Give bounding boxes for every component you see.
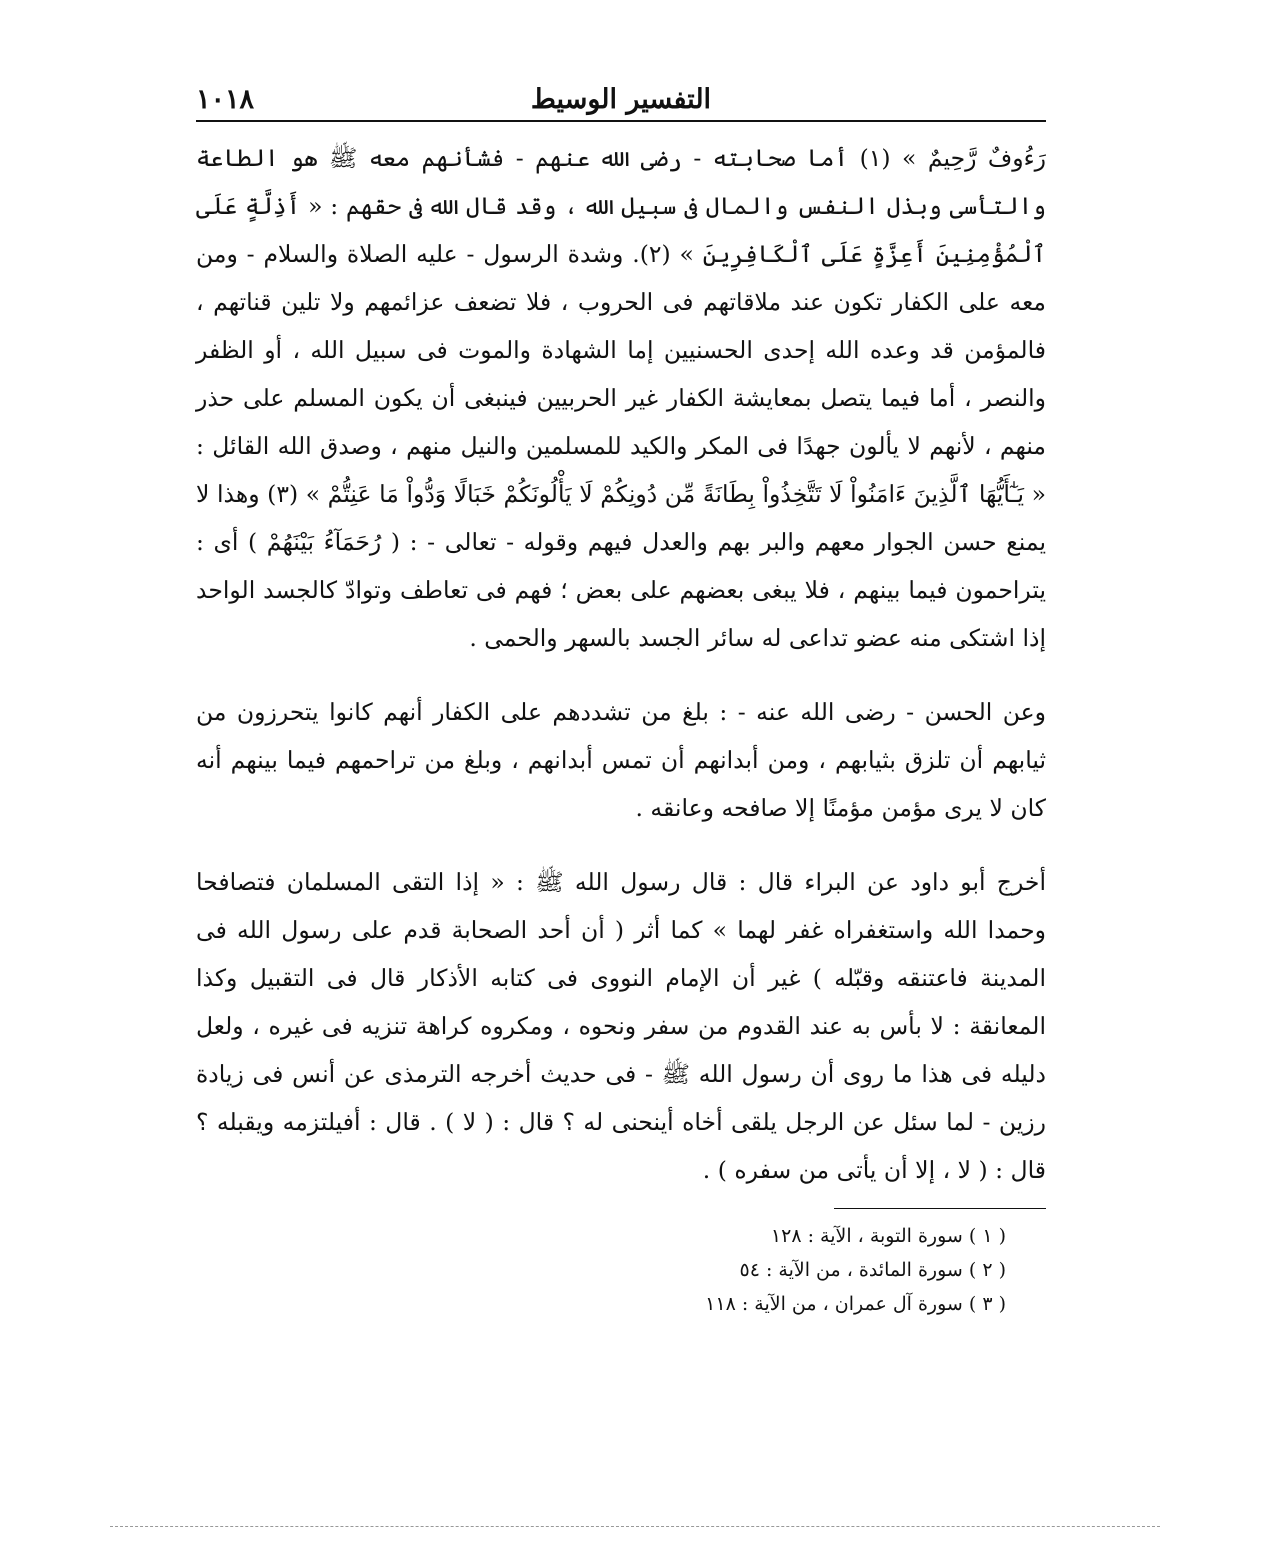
- paragraph-2: وعن الحسن - رضى الله عنه - : بلغ من تشددهم على الكفار أنهم كانوا يتحرزون من ثيابهم أن تلزق بثيابهم ، ومن أبدانهم أن تمس أبدانهم ، وبلغ من تراحمهم فيما بينهم أنه كان لا يرى مؤمن مؤمنًا إلا صافحه وعانقه .: [196, 698, 1046, 822]
- footnote-1: ( ١ ) سورة التوبة ، الآية : ١٢٨: [770, 1225, 1006, 1247]
- page-header: [196, 78, 1046, 120]
- running-title: التفسير الوسيط: [530, 84, 712, 115]
- body-text: [196, 134, 1046, 1194]
- paragraph-1: رَءُوفٌ رَّحِيمٌ » (١) أما صحابته - رضى الله عنهم - فشأنهم معه ﷺ هو الطاعة والتأسى وبذل النفس والمال فى سبيل الله ، وقد قال الله فى حقهم : « أَذِلَّةٍ عَلَى ٱلْمُؤْمِنِينَ أَعِزَّةٍ عَلَى ٱلْكَافِرِينَ » (٢). وشدة الرسول - عليه الصلاة والسلام - ومن معه على الكفار تكون عند ملاقاتهم فى الحروب ، فلا تضعف عزائمهم ولا تلين قناتهم ، فالمؤمن قد وعده الله إحدى الحسنيين إما الشهادة والموت فى سبيل الله ، أو الظفر والنصر ، أما فيما يتصل بمعايشة الكفار غير الحربيين فينبغى أن يكون المسلم على حذر منهم ، لأنهم لا يألون جهدًا فى المكر والكيد للمسلمين والنيل منهم ، وصدق الله القائل : « يَـٰٓأَيُّهَا ٱلَّذِينَ ءَامَنُواْ لَا تَتَّخِذُواْ بِطَانَةً مِّن دُونِكُمْ لَا يَأْلُونَكُمْ خَبَالًا وَدُّواْ مَا عَنِتُّمْ » (٣) وهذا لا يمنع حسن الجوار معهم والبر بهم والعدل فيهم وقوله - تعالى - : ( رُحَمَآءُ بَيْنَهُمْ ) أى : يتراحمون فيما بينهم ، فلا يبغى بعضهم على بعض ؛ فهم فى تعاطف وتوادّ كالجسد الواحد إذا اشتكى منه عضو تداعى له سائر الجسد بالسهر والحمى .: [196, 144, 1046, 652]
- header-divider: [196, 120, 1046, 122]
- scan-edge-line: [110, 1526, 1160, 1527]
- book-page: [196, 78, 1046, 1321]
- footnote-3: ( ٣ ) سورة آل عمران ، من الآية : ١١٨: [705, 1293, 1006, 1315]
- footnotes: [196, 1219, 1046, 1321]
- footnote-divider: [834, 1208, 1046, 1209]
- footnote-2: ( ٢ ) سورة المائدة ، من الآية : ٥٤: [739, 1259, 1006, 1281]
- page-number: ١٠١٨: [196, 84, 255, 115]
- paragraph-3: أخرج أبو داود عن البراء قال : قال رسول الله ﷺ : « إذا التقى المسلمان فتصافحا وحمدا الله واستغفراه غفر لهما » كما أثر ( أن أحد الصحابة قدم على رسول الله فى المدينة فاعتنقه وقبّله ) غير أن الإمام النووى فى كتابه الأذكار قال فى التقبيل وكذا المعانقة : لا بأس به عند القدوم من سفر ونحوه ، ومكروه كراهة تنزيه فى غيره ، ولعل دليله فى هذا ما روى أن رسول الله ﷺ - فى حديث أخرجه الترمذى عن أنس فى زيادة رزين - لما سئل عن الرجل يلقى أخاه أينحنى له ؟ قال : ( لا ) . قال : أفيلتزمه ويقبله ؟ قال : ( لا ، إلا أن يأتى من سفره ) .: [196, 868, 1046, 1184]
